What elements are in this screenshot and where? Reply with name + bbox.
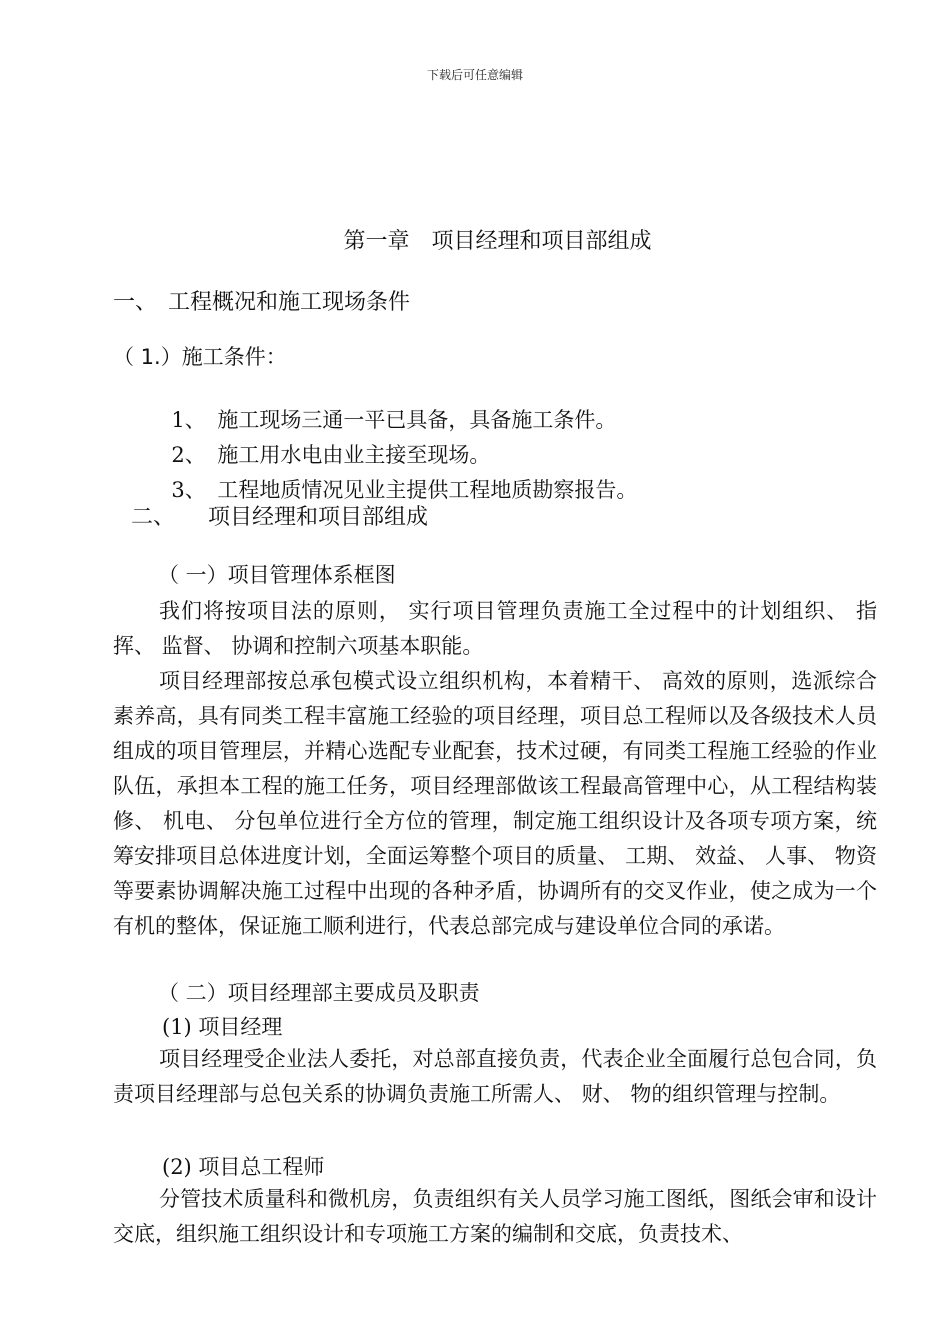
list-item-text: 工程地质情况见业主提供工程地质勘察报告。 — [217, 478, 638, 502]
page-header-note: 下载后可任意编辑 — [426, 68, 523, 82]
paragraph-2: 项目经理部按总承包模式设立组织机构，本着精干、 高效的原则，选派综合素养高，具有同类工程丰富施工经验的项目经理，项目总工程师以及各级技术人员组成的项目管理层，并精心选配专业配套，技术过硬，有同类工程施工经验的作业队伍，承担本工程的施工任务，项目经理部做该工程最高管理中心，从工程结构装修、 机电、 分包单位进行全方位的管理，制定施工组织设计及各项专项方案，统筹安排项目总体进度计划，全面运筹整个项目的质量、 工期、 效益、 人事、 物资等要素协调解决施工过程中出现的各种矛盾，协调所有的交叉作业，使之成为一个有机的整体，保证施工顺利进行，代表总部完成与建设单位合同的承诺。 — [113, 669, 877, 938]
chapter-title: 第一章 项目经理和项目部组成 — [343, 229, 652, 254]
list-item-text: 施工现场三通一平已具备，具备施工条件。 — [217, 408, 617, 432]
paragraph-4: 分管技术质量科和微机房，负责组织有关人员学习施工图纸，图纸会审和设计交底，组织施工组织设计和专项施工方案的编制和交底，负责技术、 — [113, 1187, 877, 1246]
section2-heading: 二、 项目经理和项目部组成 — [131, 505, 429, 530]
subsection-heading-1: （ 一）项目管理体系框图 — [158, 563, 396, 587]
list-item — [158, 448, 637, 504]
subsection-heading-2: （ 二）项目经理部主要成员及职责 — [158, 981, 480, 1005]
role-title-1: (1) 项目经理 — [162, 1015, 283, 1039]
role-title-2: (2) 项目总工程师 — [162, 1155, 325, 1179]
list-item-number: 1、 — [171, 408, 206, 432]
list-item-number: 3、 — [171, 478, 206, 502]
paragraph-3: 项目经理受企业法人委托，对总部直接负责，代表企业全面履行总包合同，负责项目经理部与总包关系的协调负责施工所需人、 财、 物的组织管理与控制。 — [113, 1047, 877, 1106]
section1-heading: 一、 工程概况和施工现场条件 — [113, 290, 411, 315]
section1-subheading: （ 1.）施工条件： — [113, 345, 287, 369]
list-item-number: 2、 — [171, 443, 206, 467]
list-item-text: 施工用水电由业主接至现场。 — [217, 443, 491, 467]
paragraph-1: 我们将按项目法的原则， 实行项目管理负责施工全过程中的计划组织、 指挥、 监督、 协调和控制六项基本职能。 — [113, 599, 877, 658]
